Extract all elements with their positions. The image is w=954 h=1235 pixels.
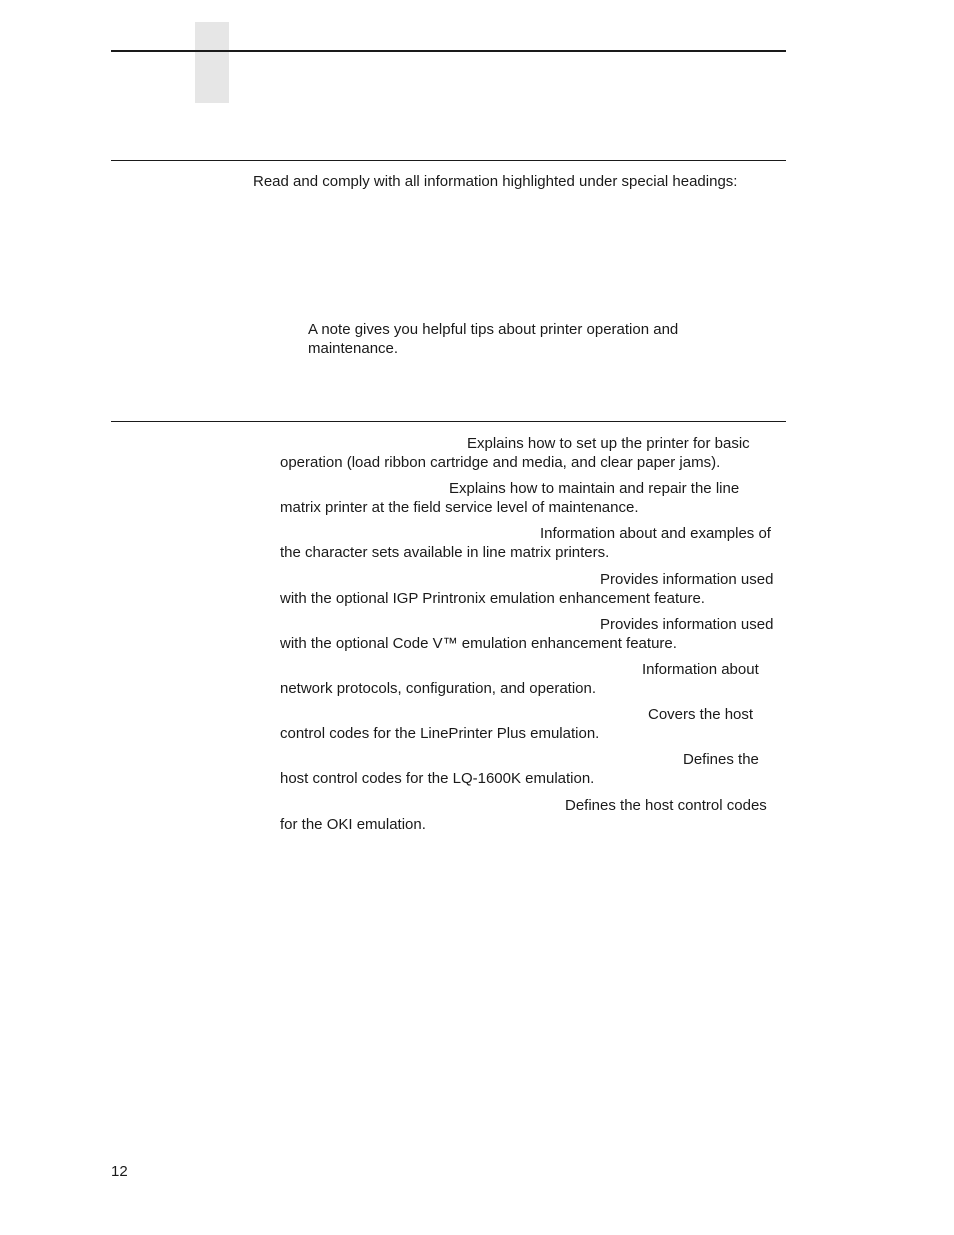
entry-description: Information about and examples of bbox=[540, 525, 771, 542]
entry-description: Defines the host control codes bbox=[565, 797, 767, 814]
entry-description-cont: the character sets available in line matrix printers. bbox=[280, 544, 610, 561]
manual-entry-igp bbox=[280, 570, 785, 608]
entry-description: Covers the host bbox=[648, 706, 754, 723]
entry-description-cont: control codes for the LinePrinter Plus emulation. bbox=[280, 725, 600, 742]
manual-entry-code-v bbox=[280, 615, 785, 653]
note-line-1: A note gives you helpful tips about printer operation and bbox=[308, 321, 679, 338]
entry-description: Information about bbox=[642, 661, 759, 678]
manual-entry-lq1600k bbox=[280, 750, 785, 788]
entry-description: Explains how to set up the printer for basic bbox=[467, 435, 750, 452]
manual-entry-network bbox=[280, 660, 785, 698]
entry-description-cont: for the OKI emulation. bbox=[280, 816, 426, 833]
section-divider-2 bbox=[111, 421, 786, 422]
entry-description: Explains how to maintain and repair the line bbox=[449, 480, 740, 497]
entry-description-cont: network protocols, configuration, and operation. bbox=[280, 680, 597, 697]
header-rule bbox=[111, 50, 786, 52]
manual-entry-setup bbox=[280, 434, 785, 472]
entry-description-cont: with the optional Code V™ emulation enhancement feature. bbox=[280, 635, 677, 652]
entry-description-cont: matrix printer at the field service level of maintenance. bbox=[280, 499, 639, 516]
entry-description-cont: operation (load ribbon cartridge and media, and clear paper jams). bbox=[280, 454, 721, 471]
intro-text: Read and comply with all information highlighted under special headings: bbox=[253, 173, 738, 190]
entry-description-cont: host control codes for the LQ-1600K emulation. bbox=[280, 770, 595, 787]
entry-description: Provides information used bbox=[600, 616, 774, 633]
note-line-2: maintenance. bbox=[308, 340, 399, 357]
chapter-tab bbox=[195, 22, 229, 103]
manual-entry-oki bbox=[280, 796, 785, 834]
entry-description: Provides information used bbox=[600, 571, 774, 588]
page-number: 12 bbox=[111, 1163, 128, 1180]
manual-entry-maintenance bbox=[280, 479, 785, 517]
note-text bbox=[308, 320, 728, 358]
manual-entry-lineprinter-plus bbox=[280, 705, 785, 743]
manual-entry-character-sets bbox=[280, 524, 785, 562]
entry-description-cont: with the optional IGP Printronix emulation enhancement feature. bbox=[280, 590, 705, 607]
section-divider-1 bbox=[111, 160, 786, 161]
entry-description: Defines the bbox=[683, 751, 759, 768]
